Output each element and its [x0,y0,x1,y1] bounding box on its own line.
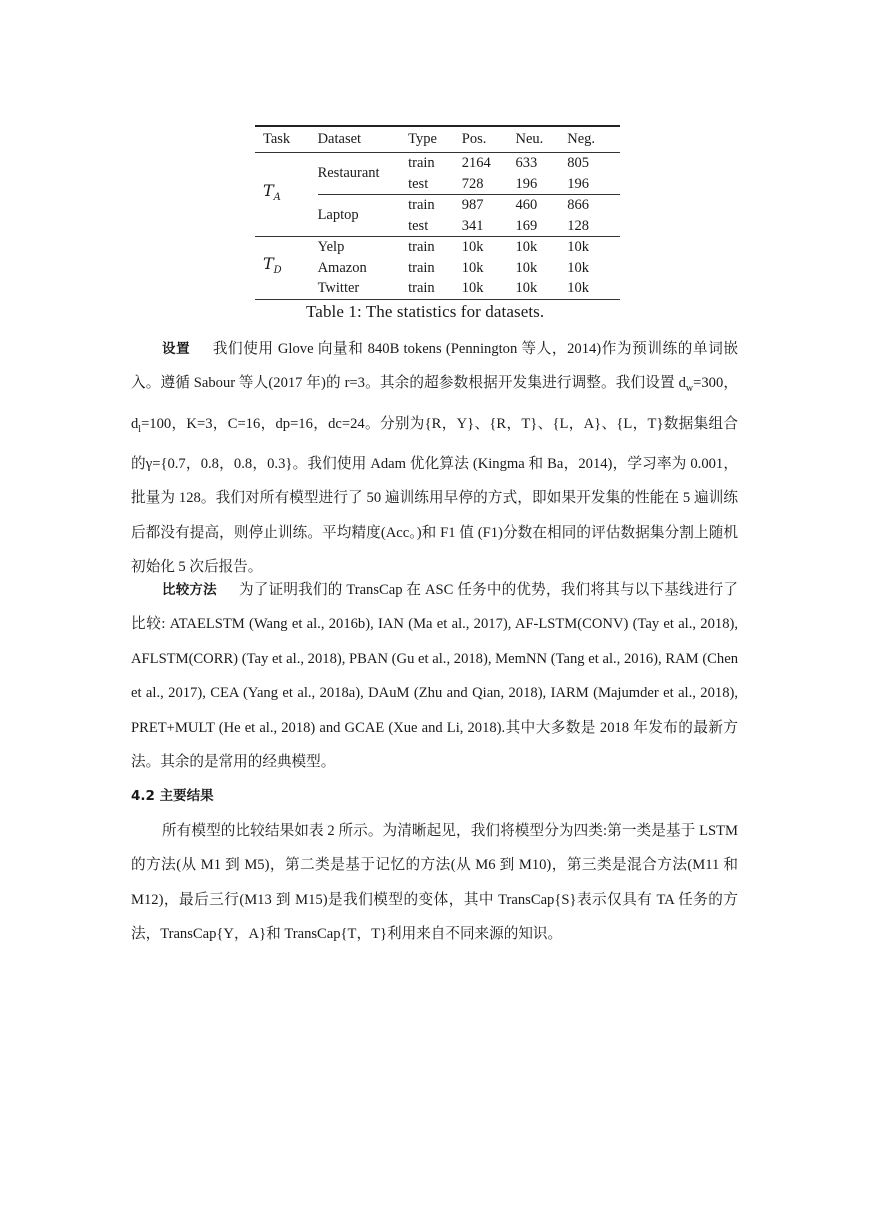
settings-paragraph [131,332,738,585]
pos-cell: 728 [461,175,484,192]
paragraph-body: 为了证明我们的 TransCap 在 ASC 任务中的优势，我们将其与以下基线进行了比较: ATAELSTM (Wang et al., 2016b), IAN (Ma et al., 2017), AF-LSTM(CONV) (Tay et al., 2018), AFLSTM(CORR) (Tay et al., 2018), PBAN (Gu et al., 2018), MemNN (Tang et al., 2016), RAM (Chen et al., 2017), CEA (Yang et al., 2018a), DAuM (Zhu and Qian, 2018), IARM (Majumder et al., 2018), PRET+MULT (He et al., 2018) and GCAE (Xue and Li, 2018).其中大多数是 2018 年发布的最新方法。其余的是常用的经典模型。 [131,582,738,771]
pos-cell: 10k [461,259,484,276]
results-paragraph [131,814,738,952]
task-cell-td [255,237,318,300]
header-neg: Neg. [567,126,620,153]
paragraph-lead: 设置 [162,341,191,357]
subscript-w: w [685,383,694,395]
paragraph-text-b: =300，d [131,375,738,432]
comparison-paragraph [131,573,738,779]
header-dataset: Dataset [318,126,409,153]
type-cell: train [408,195,462,216]
table-caption: Table 1: The statistics for datasets. [306,302,545,321]
neg-cell: 128 [567,217,590,234]
dataset-cell: Twitter [318,278,409,299]
neg-cell: 805 [567,153,620,174]
pos-cell: 2164 [462,153,516,174]
neu-cell: 633 [516,153,568,174]
neg-cell: 10k [567,259,590,276]
table-header-row [255,126,620,153]
paragraph-lead: 比较方法 [162,582,217,598]
dataset-cell: Restaurant [318,153,409,195]
pos-cell: 10k [462,237,516,258]
neg-cell: 866 [567,195,620,216]
neu-cell: 10k [516,237,568,258]
pos-cell: 10k [462,278,516,299]
neg-cell: 10k [567,237,620,258]
neg-cell: 196 [567,175,590,192]
section-heading [131,779,738,813]
type-cell: test [408,175,429,192]
dataset-cell: Yelp [318,237,409,258]
paragraph-text-a: 我们使用 Glove 向量和 840B tokens (Pennington 等人，2014)作为预训练的单词嵌入。遵循 Sabour 等人(2017 年)的 r=3。其余的超参数根据开发集进行调整。我们设置 d [131,341,738,392]
paragraph-text-c: =100，K=3，C=16，dp=16，dc=24。分别为{R，Y}、{R，T}、{L，A}、{L，T}数据集组合的γ={0.7，0.8，0.8，0.3}。我们使用 Adam 优化算法 (Kingma 和 Ba，2014)，学习率为 0.001，批量为 128。我们对所有模型进行了 50 遍训练用早停的方式，即如果开发集的性能在 5 遍训练后都没有提高，则停止训练。平均精度(Acc。)和 F1 值 (F1)分数在相同的评估数据集分割上随机初始化 5 次后报告。 [131,415,738,576]
header-neu: Neu. [516,126,568,153]
header-type: Type [408,126,462,153]
type-cell: train [408,259,435,276]
paragraph-text [131,573,738,779]
section-title: 4.2 主要结果 [131,788,214,804]
neu-cell: 196 [515,175,538,192]
task-cell-ta [255,153,318,237]
pos-cell: 987 [462,195,516,216]
subscript-l: l [138,423,142,435]
type-cell: train [408,153,462,174]
type-cell: train [408,237,462,258]
task-symbol: $T_A$ [263,180,281,203]
paragraph-body: 所有模型的比较结果如表 2 所示。为清晰起见，我们将模型分为四类:第一类是基于 LSTM 的方法(从 M1 到 M5)，第二类是基于记忆的方法(从 M6 到 M10)，第三类是混合方法(M11 和 M12)，最后三行(M13 到 M15)是我们模型的变体，其中 TransCap{S}表示仅具有 TA 任务的方法，TransCap{Y，A}和 TransCap{T，T}利用来自不同来源的知识。 [131,823,738,943]
table-row [255,237,620,258]
neu-cell: 169 [515,217,538,234]
stats-table [255,125,620,300]
header-task: Task [255,126,318,153]
dataset-cell: Amazon [317,259,367,276]
neu-cell: 460 [516,195,568,216]
paragraph-text [131,332,738,585]
type-cell: train [408,278,462,299]
type-cell: test [408,217,429,234]
neu-cell: 10k [516,278,568,299]
header-pos: Pos. [462,126,516,153]
pos-cell: 341 [461,217,484,234]
dataset-statistics-table [255,125,620,300]
neu-cell: 10k [515,259,538,276]
neg-cell: 10k [567,278,620,299]
table-row [255,153,620,174]
task-symbol: $T_D$ [263,253,282,277]
dataset-cell: Laptop [318,195,409,237]
